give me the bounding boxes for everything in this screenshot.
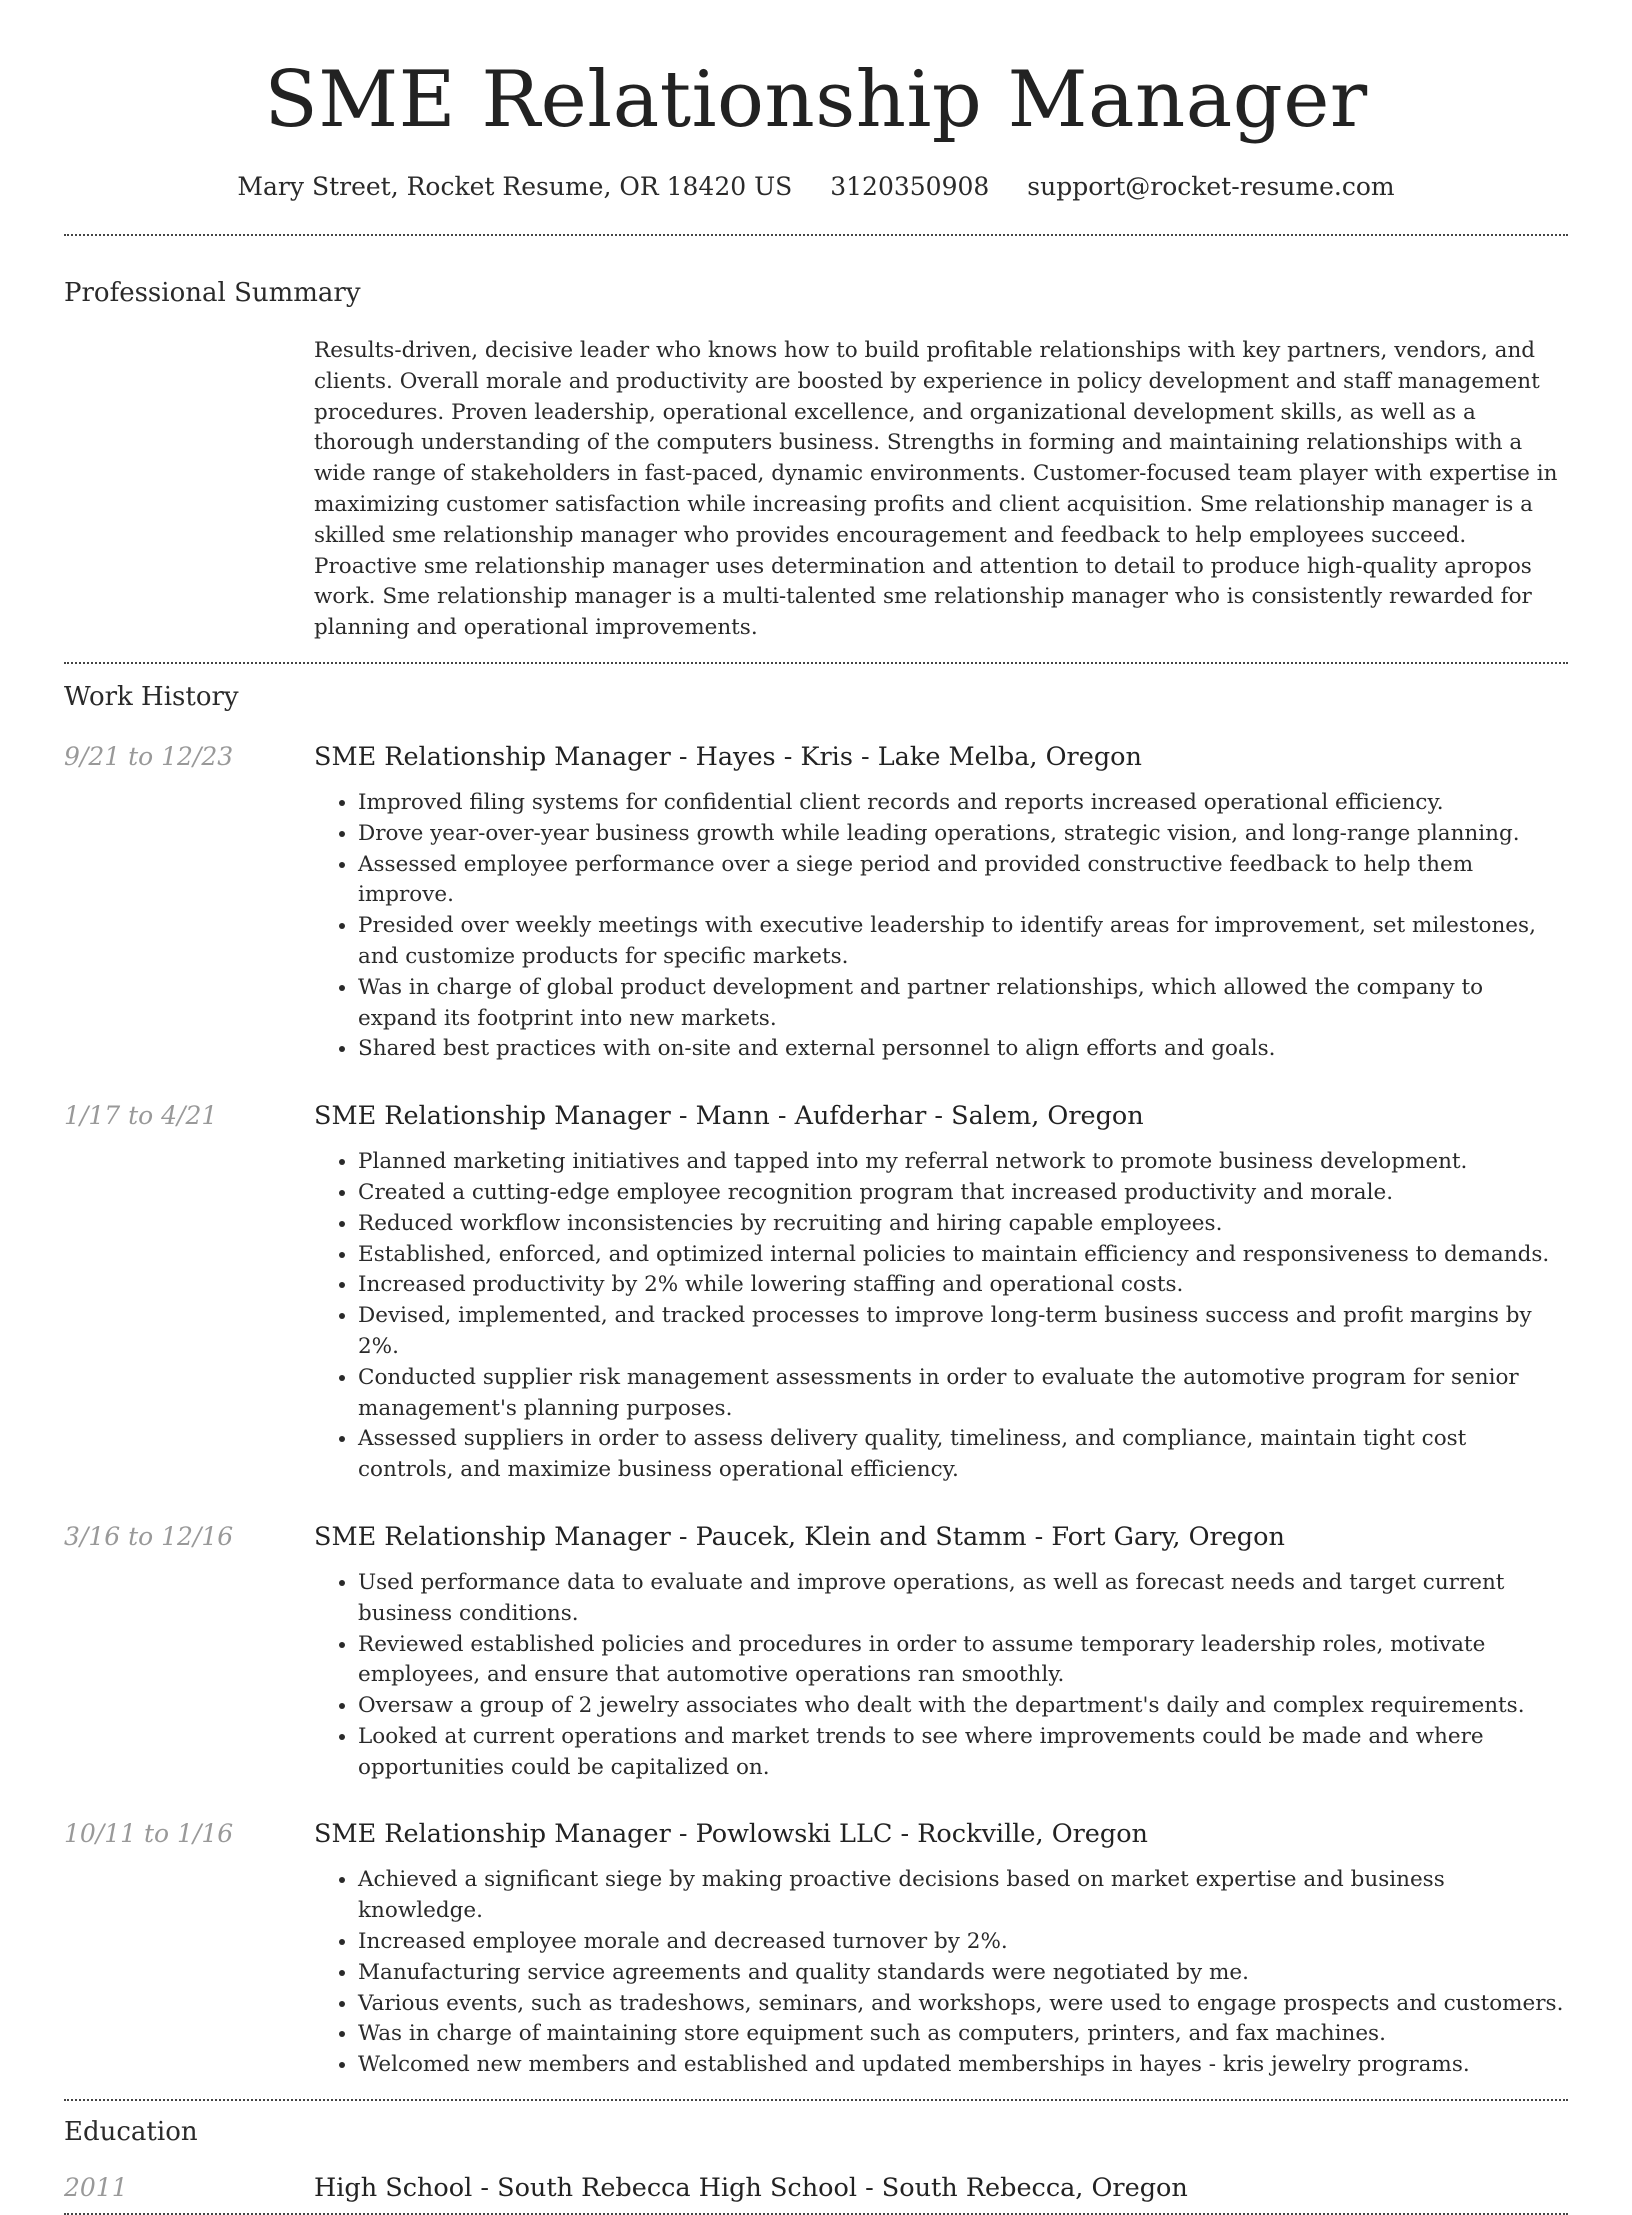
resume-name: SME Relationship Manager <box>264 55 1368 145</box>
divider <box>64 234 1568 236</box>
job-heading: SME Relationship Manager - Paucek, Klein and Stamm - Fort Gary, Oregon <box>314 1521 1285 1552</box>
contact-phone: 3120350908 <box>830 172 990 201</box>
job-bullets <box>314 788 1568 1065</box>
contact-address: Mary Street, Rocket Resume, OR 18420 US <box>237 172 793 201</box>
job-bullet: • Welcomed new members and established and updated memberships in hayes - kris jewelry programs. <box>358 2050 1568 2081</box>
job-bullet: • Manufacturing service agreements and quality standards were negotiated by me. <box>358 1958 1568 1989</box>
job-date: 1/17 to 4/21 <box>64 1101 218 1131</box>
job-bullet: • Created a cutting-edge employee recognition program that increased productivity and morale. <box>358 1178 1568 1209</box>
job-bullet: • Assessed suppliers in order to assess delivery quality, timeliness, and compliance, maintain tight cost controls, and maximize business operational efficiency. <box>358 1424 1568 1486</box>
education-entry <box>64 2171 1568 2205</box>
job-entry <box>64 740 1568 1065</box>
job-bullet: • Improved filing systems for confidential client records and reports increased operational efficiency. <box>358 788 1568 819</box>
job-bullet: • Drove year-over-year business growth while leading operations, strategic vision, and long-range planning. <box>358 819 1568 850</box>
job-body <box>314 1520 1568 1784</box>
divider <box>64 662 1568 664</box>
job-bullet: • Reviewed established policies and procedures in order to assume temporary leadership roles, motivate employees, and ensure that automotive operations ran smoothly. <box>358 1630 1568 1692</box>
job-body <box>314 1817 1568 2081</box>
job-bullets <box>314 1568 1568 1784</box>
job-bullet: • Assessed employee performance over a siege period and provided constructive feedback to help them improve. <box>358 850 1568 912</box>
contact-line <box>64 170 1568 204</box>
education-date: 2011 <box>64 2173 128 2203</box>
job-heading: SME Relationship Manager - Mann - Aufderhar - Salem, Oregon <box>314 1101 1144 1132</box>
section-title-work-history: Work History <box>64 681 239 712</box>
job-bullet: • Established, enforced, and optimized internal policies to maintain efficiency and responsiveness to demands. <box>358 1240 1568 1271</box>
job-entry <box>64 1817 1568 2081</box>
job-entry <box>64 1520 1568 1784</box>
job-bullets <box>314 1865 1568 2081</box>
section-title-summary: Professional Summary <box>64 278 361 308</box>
summary-text: Results-driven, decisive leader who knows how to build profitable relationships with key partners, vendors, and clients. Overall morale and productivity are boosted by experience in policy development and staff management procedures. Proven leadership, operational excellence, and organizational development skills, as well as a thorough understanding of the computers business. Strengths in forming and maintaining relationships with a wide range of stakeholders in fast-paced, dynamic environments. Customer-focused team player with expertise in maximizing customer satisfaction while increasing profits and client acquisition. Sme relationship manager is a skilled sme relationship manager who provides encouragement and feedback to help employees succeed. Proactive sme relationship manager uses determination and attention to detail to produce high-quality apropos work. Sme relationship manager is a multi-talented sme relationship manager who is consistently rewarded for planning and operational improvements. <box>314 338 1558 641</box>
job-heading: SME Relationship Manager - Powlowski LLC - Rockville, Oregon <box>314 1819 1148 1850</box>
job-heading: SME Relationship Manager - Hayes - Kris - Lake Melba, Oregon <box>314 741 1142 772</box>
job-body <box>314 1099 1568 1486</box>
education-heading: High School - South Rebecca High School - South Rebecca, Oregon <box>314 2173 1188 2204</box>
contact-email: support@rocket-resume.com <box>1027 172 1395 201</box>
job-bullet: • Various events, such as tradeshows, seminars, and workshops, were used to engage prospects and customers. <box>358 1989 1568 2020</box>
job-bullet: • Devised, implemented, and tracked processes to improve long-term business success and profit margins by 2%. <box>358 1301 1568 1363</box>
job-bullet: • Achieved a significant siege by making proactive decisions based on market expertise and business knowledge. <box>358 1865 1568 1927</box>
job-bullet: • Increased productivity by 2% while lowering staffing and operational costs. <box>358 1270 1568 1301</box>
job-date: 10/11 to 1/16 <box>64 1819 234 1849</box>
job-entry <box>64 1099 1568 1486</box>
job-bullets <box>314 1147 1568 1486</box>
job-bullet: • Oversaw a group of 2 jewelry associates who dealt with the department's daily and complex requirements. <box>358 1691 1568 1722</box>
job-bullet: • Used performance data to evaluate and improve operations, as well as forecast needs and target current business conditions. <box>358 1568 1568 1630</box>
job-date: 3/16 to 12/16 <box>64 1521 234 1551</box>
job-bullet: • Reduced workflow inconsistencies by recruiting and hiring capable employees. <box>358 1209 1568 1240</box>
section-title-education: Education <box>64 2117 198 2148</box>
job-bullet: • Looked at current operations and market trends to see where improvements could be made and where opportunities could be capitalized on. <box>358 1722 1568 1784</box>
divider <box>64 2099 1568 2101</box>
job-bullet: • Shared best practices with on-site and external personnel to align efforts and goals. <box>358 1034 1568 1065</box>
job-bullet: • Conducted supplier risk management assessments in order to evaluate the automotive program for senior management's planning purposes. <box>358 1363 1568 1425</box>
job-bullet: • Was in charge of maintaining store equipment such as computers, printers, and fax machines. <box>358 2019 1568 2050</box>
job-date: 9/21 to 12/23 <box>64 741 234 771</box>
job-bullet: • Increased employee morale and decreased turnover by 2%. <box>358 1927 1568 1958</box>
job-bullet: • Presided over weekly meetings with executive leadership to identify areas for improvement, set milestones, and customize products for specific markets. <box>358 911 1568 973</box>
job-body <box>314 740 1568 1065</box>
job-bullet: • Was in charge of global product development and partner relationships, which allowed the company to expand its footprint into new markets. <box>358 973 1568 1035</box>
job-bullet: • Planned marketing initiatives and tapped into my referral network to promote business development. <box>358 1147 1568 1178</box>
education-body <box>314 2171 1568 2205</box>
